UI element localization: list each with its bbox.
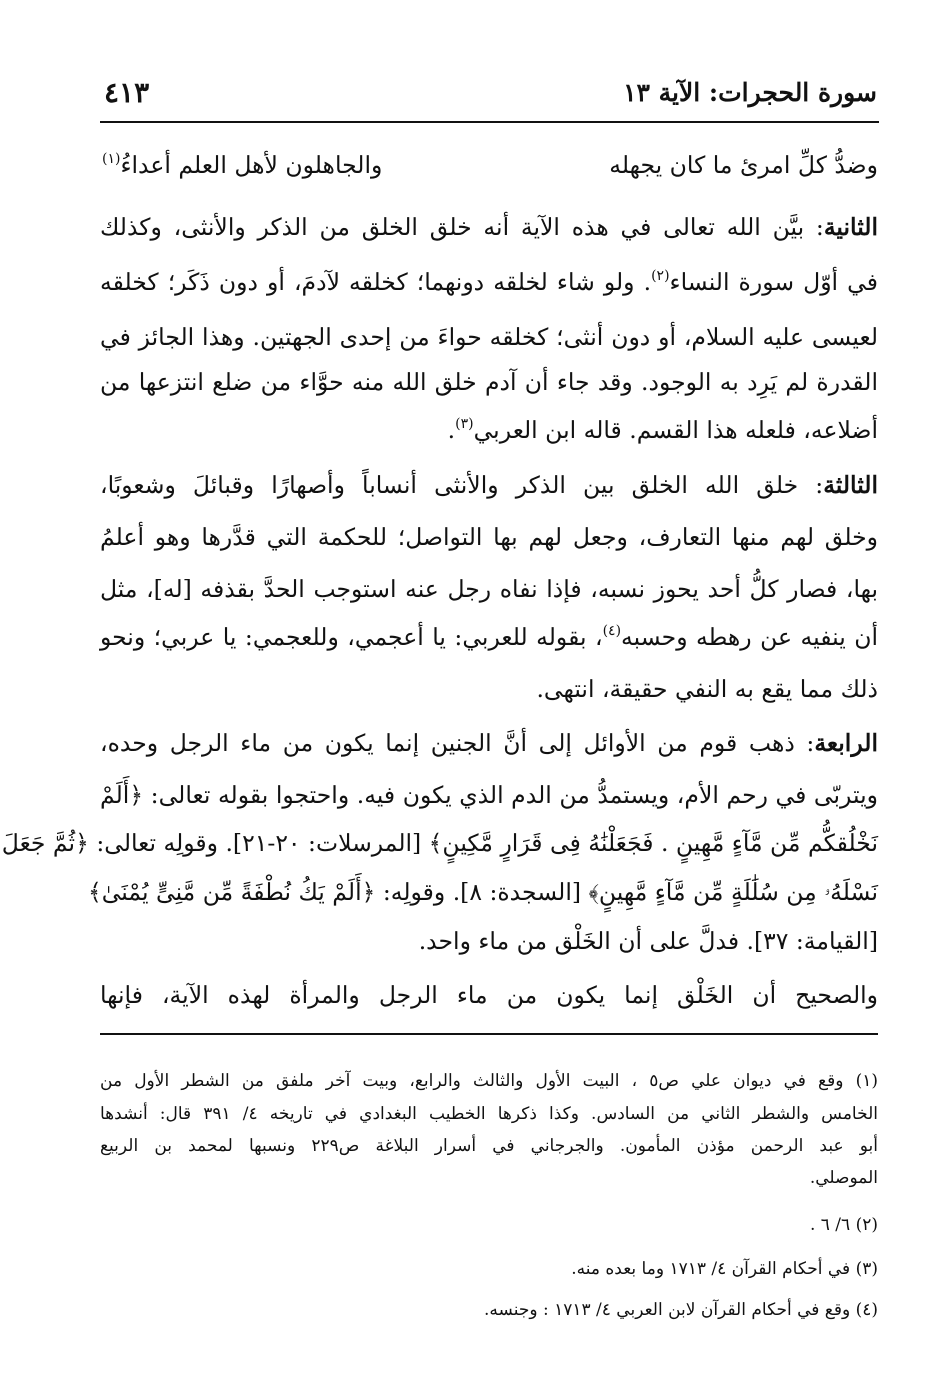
footnote-ref: (١) (102, 151, 121, 167)
p2-line-3: لعيسى عليه السلام، أو دون أنثى؛ كخلقه حواءَ من إحدى الجهتين. وهذا الجائز في (100, 323, 878, 351)
p2-line-4: القدرة لم يَرِد به الوجود. وقد جاء أن آدم خلق الله منه حوَّاء من ضلع انتزعها من (100, 368, 878, 396)
footnote-1-line-3: أبو عبد الرحمن مؤذن المأمون. والجرجاني في أسرار البلاغة ص٢٢٩ ونسبها لمحمد بن الربيع (100, 1136, 878, 1156)
p2-line-5: أضلاعه، فلعله هذا القسم. قاله ابن العربي$^{(٣)}$. (447, 416, 878, 444)
footnote-1-line-4: الموصلي. (809, 1168, 878, 1188)
p2-line-2: في أوّل سورة النساء$^{(٢)}$. ولو شاء لخلقه دونهما؛ كخلقه لآدمَ، أو دون ذَكَر؛ كخلقه (100, 268, 878, 296)
surah-title: سورة الحجرات: الآية ١٣ (623, 78, 877, 107)
p3-line-3: بها، فصار كلُّ أحد يحوز نسبه، فإذا نفاه رجل عنه استوجب الحدَّ بقذفه [له]، مثل (100, 575, 878, 603)
footnote-3: (٣) في أحكام القرآن ٤/ ١٧١٣ وما بعده منه. (571, 1259, 878, 1279)
footnote-4: (٤) وقع في أحكام القرآن لابن العربي ٤/ ١٧١٣ : وجنسه. (484, 1300, 878, 1320)
p4-line-1: الرابعة: ذهب قوم من الأوائل إلى أنَّ الجنين إنما يكون من ماء الرجل وحده، (100, 729, 878, 757)
header-rule (100, 121, 879, 123)
p4-line-2: ويتربّى في رحم الأم، ويستمدُّ من الدم الذي يكون فيه. واحتجوا بقوله تعالى: ﴿أَلَمْ (100, 781, 878, 809)
running-header (100, 78, 877, 118)
footnote-ref: (٣) (455, 416, 474, 432)
page-number: ٤١٣ (104, 76, 150, 109)
p3-line-4: أن ينفيه عن رهطه وحسبه$^{(٤)}$، بقوله للعربي: يا أعجمي، وللعجمي: يا عربي؛ ونحو (100, 623, 878, 651)
p4-line-5: [القيامة: ٣٧]. فدلَّ على أن الخَلْق من ماء واحد. (418, 927, 878, 955)
p5-line-1: والصحيح أن الخَلْق إنما يكون من ماء الرجل والمرأة لهذه الآية، فإنها (100, 981, 878, 1009)
p3-line-1: الثالثة: خلق الله الخلق بين الذكر والأنثى أنساباً وأصهارًا وقبائلَ وشعوبًا، (100, 471, 878, 499)
point-heading: الرابعة (814, 729, 878, 757)
poetry-verse (100, 140, 878, 190)
p4-line-4: نَسْلَهُۥ مِن سُلَٰلَةٍ مِّن مَّآءٍ مَّهِينٍ﴾ [السجدة: ٨]. وقولِه: ﴿أَلَمْ يَكُ نُطْفَةً مِّن مَّنِىٍّ يُمْنَىٰ﴾ (87, 878, 878, 906)
point-heading: الثالثة (823, 471, 878, 499)
point-heading: الثانية (823, 213, 878, 241)
verse-second-hemistich: والجاهلون لأهل العلم أعداءُ$^{(١)}$ (102, 151, 383, 179)
footnote-rule (100, 1033, 878, 1035)
footnote-1-line-1: (١) وقع في ديوان علي ص٥ ، البيت الأول والثالث والرابع، وبيت آخر ملفق من الشطر الأول من (100, 1071, 878, 1091)
p3-line-5: ذلك مما يقع به النفي حقيقة، انتهى. (536, 675, 878, 703)
footnote-1-line-2: الخامس والشطر الثاني من السادس. وكذا ذكرها الخطيب البغدادي في تاريخه ٤/ ٣٩١ قال: أنشدها (100, 1104, 878, 1124)
verse-first-hemistich: وضدُّ كلِّ امرئ ما كان يجهله (609, 151, 878, 179)
p2-line-1: الثانية: بيَّن الله تعالى في هذه الآية أنه خلق الخلق من الذكر والأنثى، وكذلك (100, 213, 878, 241)
footnote-2: (٢) ٦/ ٦ . (809, 1215, 878, 1235)
footnote-ref: (٢) (651, 268, 670, 284)
footnote-ref: (٤) (602, 623, 622, 639)
p4-line-3: نَخْلُقكُّم مِّن مَّآءٍ مَّهِينٍ . فَجَعَلْنَٰهُ فِى قَرَارٍ مَّكِينٍ﴾ [المرسلات: ٢٠-٢١]. وقولِه تعالى: ﴿ثُمَّ جَعَلَ (1, 829, 878, 857)
p3-line-2: وخلق لهم منها التعارف، وجعل لهم بها التواصل؛ للحكمة التي قدَّرها وهو أعلمُ (100, 523, 878, 551)
